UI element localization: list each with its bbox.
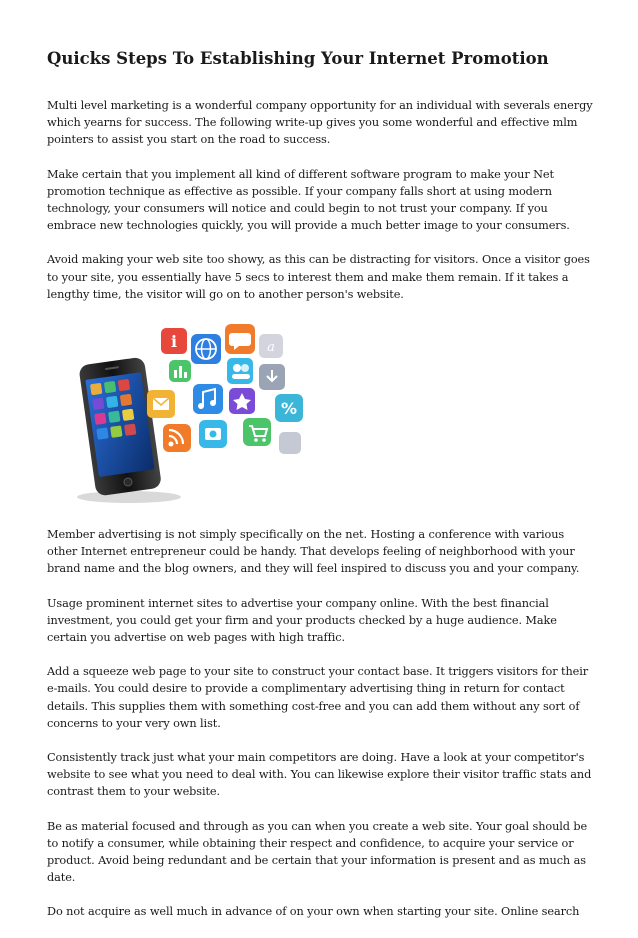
paragraph-8: Be as material focused and through as you can when you create a web site. Your goal should be to notify a consumer, while obtaining their respect and confidence, to acquire your service or product. Avoid being redundant and be certain that your information is present and as much as date. [47,819,588,885]
paragraph-3: Avoid making your web site too showy, as this can be distracting for visitors. Once a visitor goes to your site, you essentially have 5 secs to interest them and make them remain. If it takes a lengthy time, the visitor will go on to another person's website. [47,253,590,301]
camera-icon [199,420,227,448]
smartphone-app-icons-illustration [69,320,339,510]
star-icon [229,388,255,414]
text-icon [259,334,283,358]
percent-icon [275,394,303,422]
phone-shadow [77,491,181,503]
smartphone-icon [78,357,162,497]
svg-text:%: % [280,399,298,419]
paragraph-5: Usage prominent internet sites to advertise your company online. With the best financial investment, you could get your firm and your products checked by a huge audience. Make certain you advertise on web pages with high traffic. [47,596,557,645]
chart-icon [169,360,191,382]
people-icon [227,358,253,384]
globe-icon [191,334,221,364]
cart-icon [243,418,271,446]
paragraph-6: Add a squeeze web page to your site to construct your contact base. It triggers visitors for their e-mails. You could desire to provide a complimentary advertising thing in return for contact details. This supplies them with something cost-free and you can add them without any sort of concerns to your very own list. [47,665,589,730]
paragraph-9: Do not acquire as well much in advance of on your own when starting your site. Online search [47,905,580,919]
document-title: Quicks Steps To Establishing Your Internet Promotion [47,49,549,68]
download-icon [259,364,285,390]
svg-text:i: i [170,332,178,352]
svg-text:a: a [267,340,275,356]
music-icon [193,384,223,414]
mail-icon [147,390,175,418]
phone-call-icon [279,432,301,454]
paragraph-1: Multi level marketing is a wonderful company opportunity for an individual with severals energy which yearns for success. The following write-up gives you some wonderful and effective mlm pointers to assist you start on the road to success. [47,99,593,147]
illustration-svg [69,320,339,510]
rss-icon [163,424,191,452]
paragraph-7: Consistently track just what your main competitors are doing. Have a look at your competitor's website to see what you need to deal with. You can likewise explore their visitor traffic stats and contrast them to your website. [47,751,592,799]
paragraph-4: Member advertising is not simply specifically on the net. Hosting a conference with various other Internet entrepreneur could be handy. That develops feeling of neighborhood with your brand name and the blog owners, and they will feel inspired to discuss you and your company. [47,528,580,576]
document-page [47,48,595,938]
info-icon [161,328,187,354]
chat-icon [225,324,255,354]
paragraph-2: Make certain that you implement all kind of different software program to make your Net promotion technique as effective as possible. If your company falls short at using modern technology, your consumers will notice and could begin to not trust your company. If you embrace new technologies quickly, you will provide a much better image to your consumers. [47,167,570,233]
